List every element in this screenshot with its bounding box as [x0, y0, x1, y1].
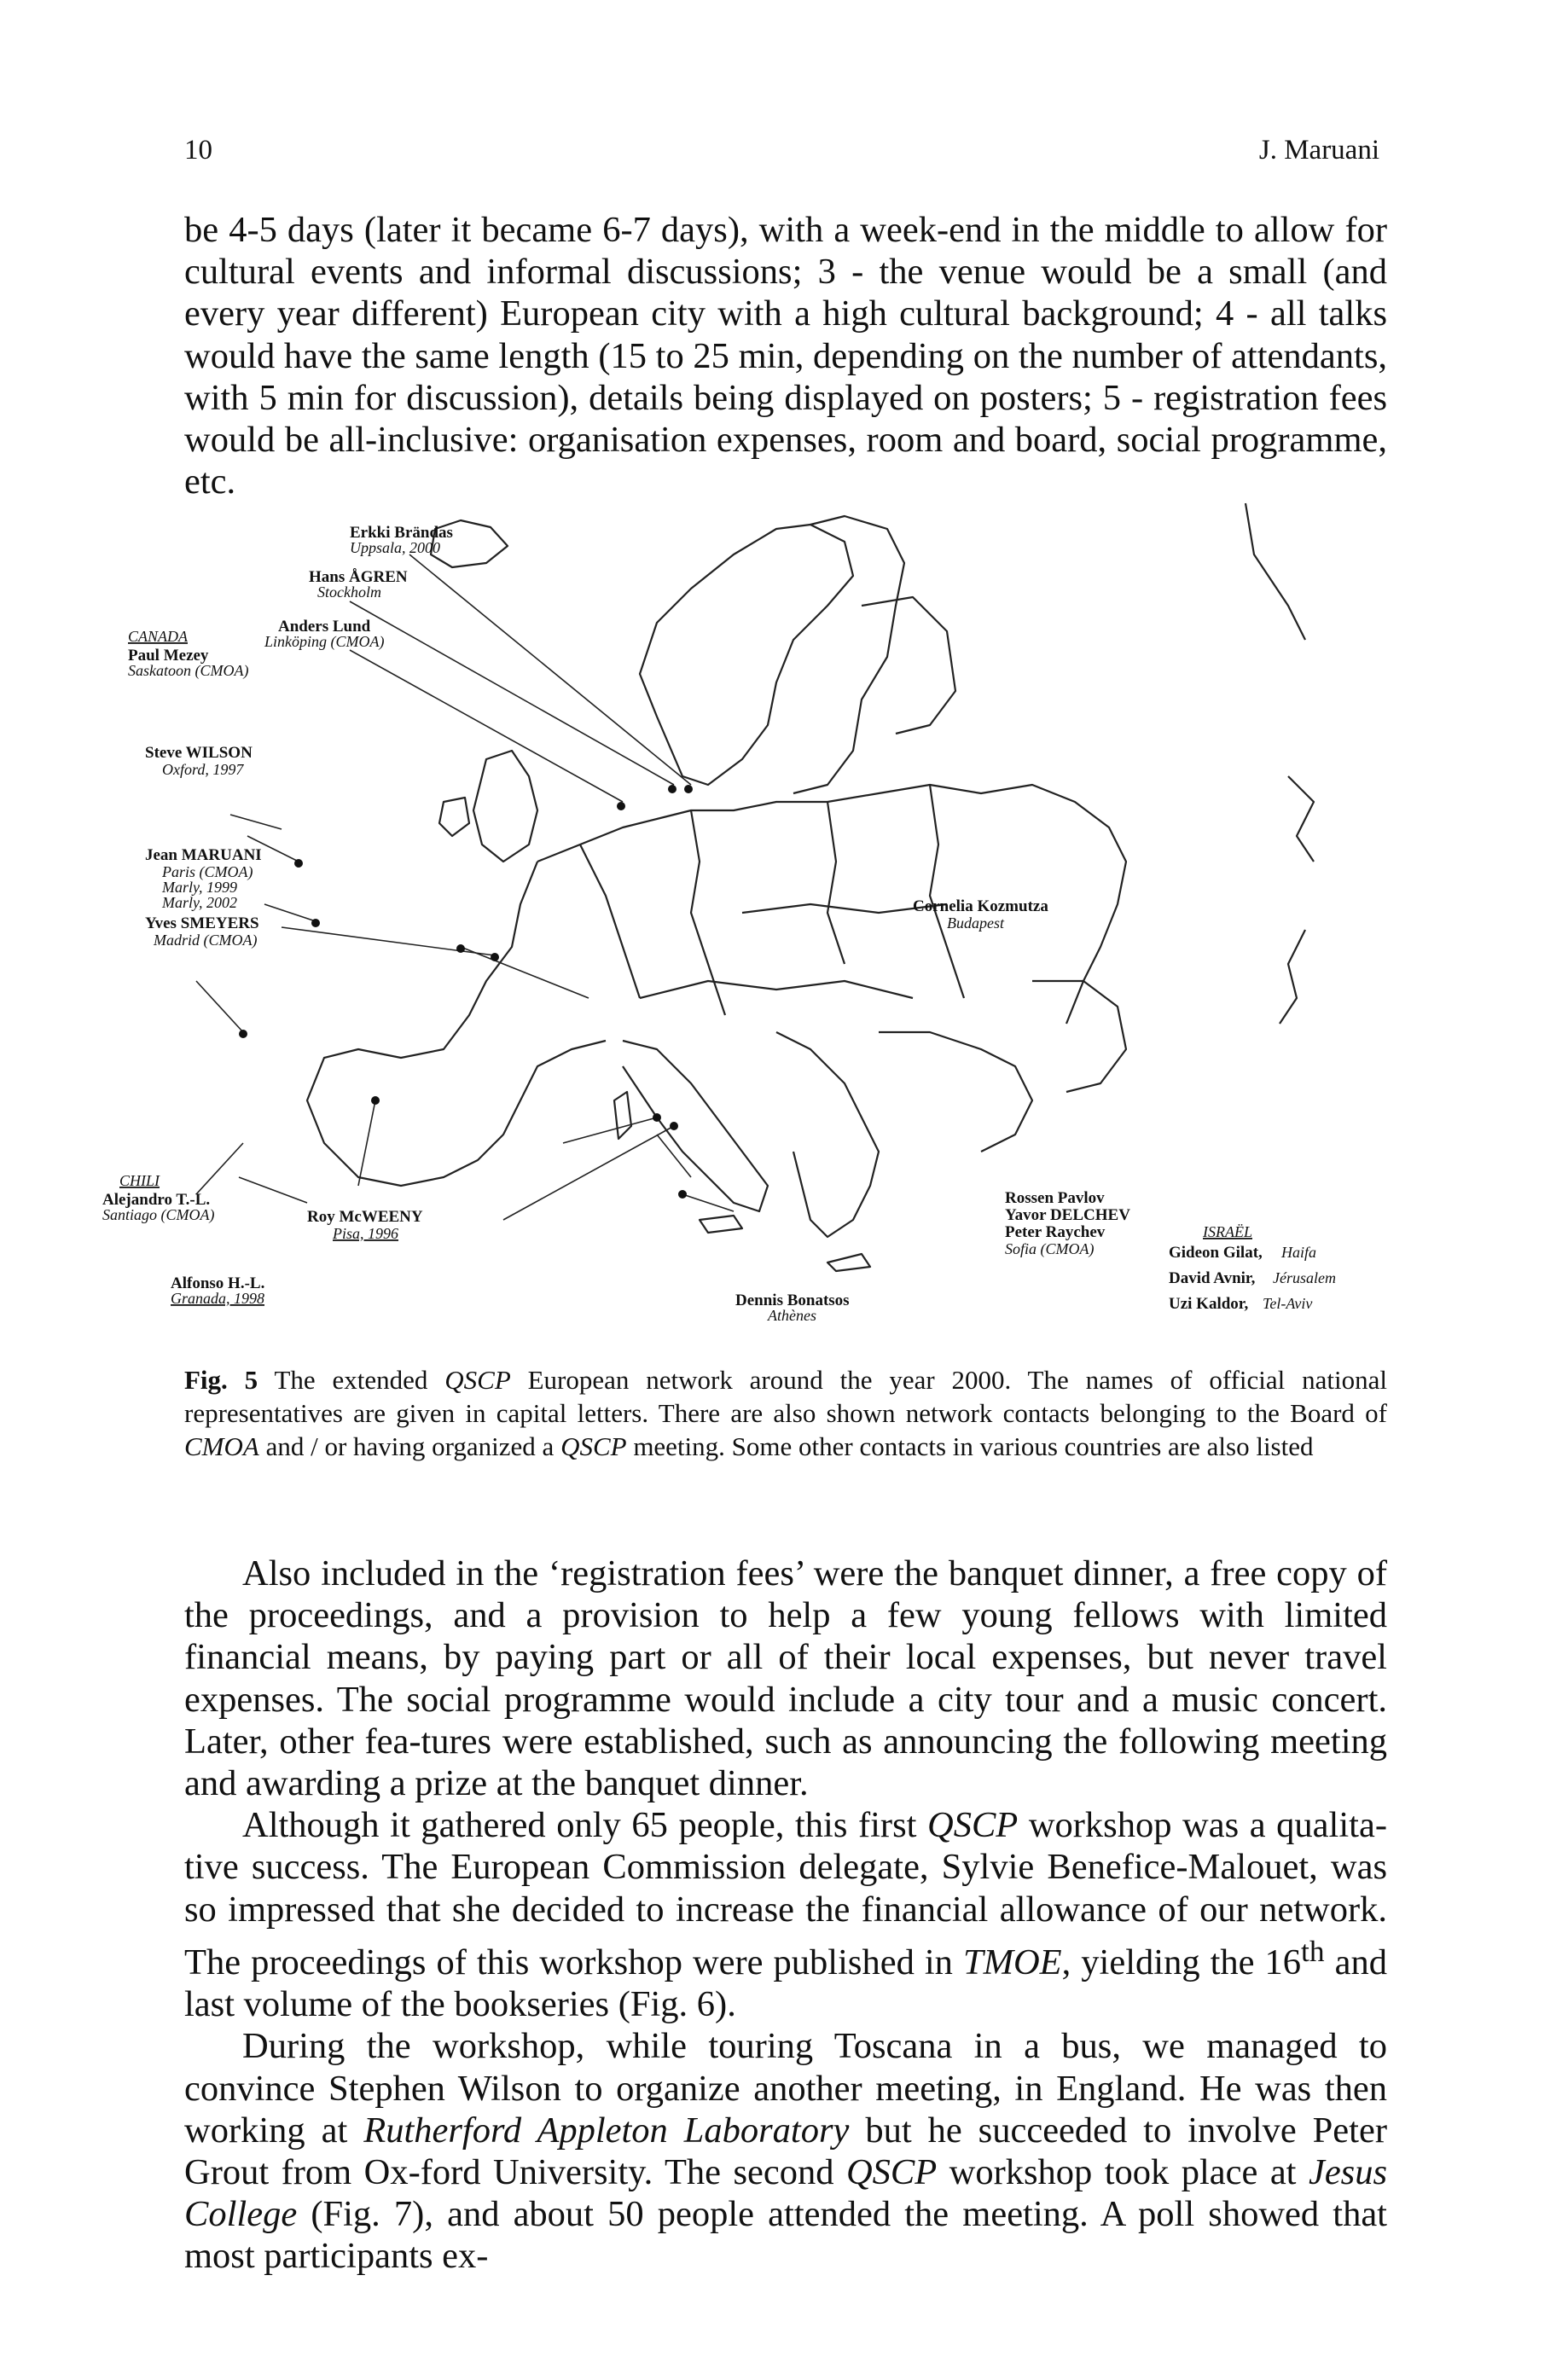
p4-text-4: (Fig. 7), and about 50 people attended the meeting. A poll showed that most participants ex- — [184, 2194, 1387, 2277]
label-chili: CHILI — [119, 1172, 160, 1189]
paragraph-second-workshop — [184, 2025, 1387, 2277]
p4-italic-ral: Rutherford Appleton Laboratory — [363, 2110, 850, 2151]
label-agren-name: Hans ÅGREN — [309, 568, 408, 586]
p4-text-3: workshop took place at — [937, 2152, 1309, 2192]
p4-text-2: but he succeeded to involve Peter Grout from Ox-ford University. The second — [184, 2110, 1387, 2192]
label-lund-name: Anders Lund — [278, 618, 371, 636]
p3-italic-tmoe: TMOE — [962, 1942, 1062, 1982]
label-gilat-place: Haifa — [1281, 1244, 1317, 1261]
label-mezey-name: Paul Mezey — [128, 647, 209, 665]
label-alejandro-name: Alejandro T.-L. — [102, 1191, 211, 1209]
caption-italic-qscp-2: QSCP — [560, 1431, 627, 1461]
label-kaldor-name: Uzi Kaldor, — [1169, 1295, 1249, 1313]
p4-italic-qscp: QSCP — [845, 2152, 938, 2192]
label-mcweeny-place: Pisa, 1996 — [333, 1225, 399, 1242]
label-maruani-paris: Paris (CMOA) — [162, 863, 253, 880]
label-agren-place: Stockholm — [317, 583, 381, 601]
label-mcweeny-name: Roy McWEENY — [307, 1208, 423, 1226]
caption-text-2: European network around the year 2000. The names of official national representatives are given in capital letters. There are also shown network contacts belonging to the Board of — [184, 1365, 1387, 1428]
p3-superscript: th — [1301, 1933, 1325, 1968]
label-delchev: Yavor DELCHEV — [1005, 1206, 1130, 1224]
caption-italic-cmoa: CMOA — [184, 1431, 259, 1461]
label-pavlov: Rossen Pavlov — [1005, 1189, 1105, 1207]
label-lund-place: Linköping (CMOA) — [264, 633, 385, 650]
paragraph-first-workshop — [184, 1804, 1387, 2025]
label-alfonso-name: Alfonso H.-L. — [171, 1274, 265, 1292]
label-wilson-name: Steve WILSON — [145, 744, 253, 762]
label-kaldor-place: Tel-Aviv — [1263, 1295, 1313, 1312]
label-maruani-name: Jean MARUANI — [145, 846, 262, 864]
label-brandas-name: Erkki Brändas — [350, 524, 453, 542]
label-gilat-name: Gideon Gilat, — [1169, 1244, 1263, 1262]
figure-5-map — [102, 503, 1391, 1339]
caption-italic-qscp: QSCP — [444, 1365, 511, 1395]
page-number: 10 — [184, 135, 212, 165]
body-text-lower — [184, 1553, 1387, 2278]
label-smeyers-place: Madrid (CMOA) — [154, 932, 258, 949]
label-alfonso-place: Granada, 1998 — [171, 1290, 265, 1307]
p3-text-4: and last volume of the bookseries (Fig. 6). — [184, 1942, 1387, 2025]
label-bonatsos-name: Dennis Bonatsos — [735, 1292, 850, 1309]
p4-italic-jesus-college: Jesus College — [184, 2152, 1388, 2235]
label-avnir-place: Jérusalem — [1273, 1269, 1336, 1286]
label-maruani-marly-2002: Marly, 2002 — [162, 894, 237, 911]
caption-text-3: and / or having organized a — [258, 1431, 561, 1461]
paragraph-registration-fees: Also included in the ‘registration fees’ were the banquet dinner, a free copy of the proceedings, and a provision to help a few young fellows with limited financial means, by paying part or all of their local expenses, but never travel expenses. The social programme would include a city tour and a music concert. Later, other fea-tures were established, such as announcing the following meeting and awarding a prize at the banquet dinner. — [184, 1553, 1387, 1804]
label-mezey-place: Saskatoon (CMOA) — [128, 662, 249, 679]
label-wilson-place: Oxford, 1997 — [162, 761, 244, 778]
caption-label: Fig. 5 — [184, 1365, 258, 1395]
caption-text-4: meeting. Some other contacts in various countries are also listed — [626, 1431, 1314, 1461]
figure-caption — [184, 1363, 1387, 1463]
p3-text-1: Although it gathered only 65 people, this first — [242, 1805, 927, 1846]
p3-italic-qscp: QSCP — [927, 1805, 1019, 1846]
europe-map-svg — [102, 503, 1391, 1339]
label-bonatsos-place: Athènes — [768, 1307, 816, 1324]
label-canada: CANADA — [128, 628, 188, 645]
paragraph-top-text: be 4-5 days (later it became 6-7 days), with a week-end in the middle to allow for cultural events and informal discussions; 3 - the venue would be a small (and every year different) European city with a high cultural background; 4 - all talks would have the same length (15 to 25 min, depending on the number of attendants, with 5 min for discussion), details being displayed on posters; 5 - registration fees would be all-inclusive: organisation expenses, room and board, social programme, etc. — [184, 210, 1387, 502]
p3-text-2: workshop was a qualita-tive success. The European Commission delegate, Sylvie Benefice-Malouet, was so impressed that she decided to increase the financial allowance of our network. The proceedings of this workshop were published in — [184, 1805, 1387, 1982]
label-maruani-marly-1999: Marly, 1999 — [162, 879, 237, 896]
running-head-author: J. Maruani — [1258, 135, 1379, 165]
label-alejandro-place: Santiago (CMOA) — [102, 1206, 215, 1223]
label-kozmutza-place: Budapest — [947, 914, 1004, 932]
label-avnir-name: David Avnir, — [1169, 1269, 1256, 1287]
p4-text-1: During the workshop, while touring Toscana in a bus, we managed to convince Stephen Wilson to organize another meeting, in England. He was then working at — [184, 2026, 1387, 2151]
label-israel: ISRAËL — [1203, 1223, 1252, 1240]
caption-text-1: The extended — [258, 1365, 445, 1395]
label-smeyers-name: Yves SMEYERS — [145, 914, 259, 932]
label-brandas-place: Uppsala, 2000 — [350, 539, 441, 556]
label-kozmutza-name: Cornelia Kozmutza — [913, 897, 1048, 915]
label-sofia: Sofia (CMOA) — [1005, 1240, 1095, 1257]
label-raychev: Peter Raychev — [1005, 1223, 1106, 1241]
paragraph-top — [184, 209, 1387, 502]
p3-text-3: , yielding the 16 — [1061, 1942, 1302, 1982]
